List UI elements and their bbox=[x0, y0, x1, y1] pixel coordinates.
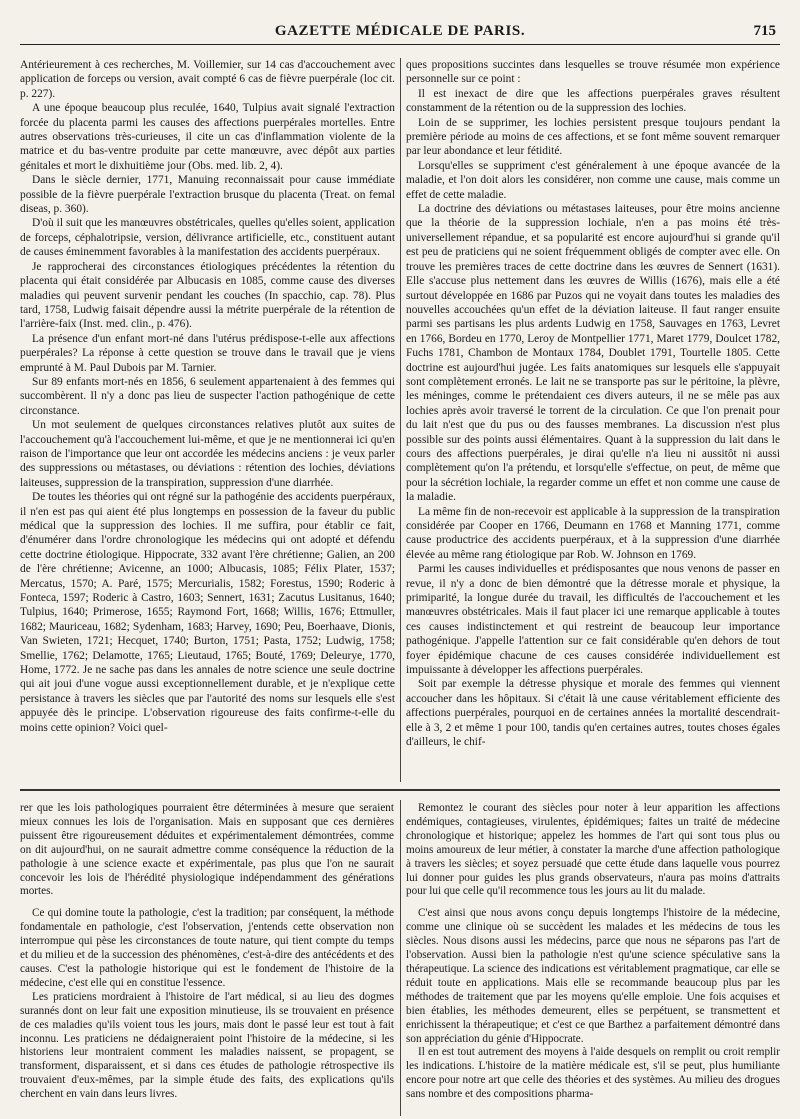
journal-title: GAZETTE MÉDICALE DE PARIS. bbox=[274, 23, 526, 39]
paragraph: Parmi les causes individuelles et prédisposantes que nous venons de passer en revue, il n'y a donc de bien démontré que la détresse morale et physique, la primiparité, la longue durée du travail, les difficultés de l'accouchement et les manœuvres obstétricales. Mais il faut placer ici une remarque applicable à toutes ces causes indistinctement et qui restreint de beaucoup leur importance pathogénique. J'appelle l'attention sur ce fait considérable qu'en dehors de tout foyer épidémique chacune de ces causes considérée individuellement est impuissante à développer les affections puerpérales. bbox=[406, 563, 780, 677]
paragraph: De toutes les théories qui ont régné sur la pathogénie des accidents puerpéraux, il n'en est pas qui aient été plus longtemps en possession de la faveur du public médical que la suppression des lochies. Il me suffira, pour établir ce fait, d'énumérer dans l'ordre chronologique les médecins qui ont adopté et défendu cette doctrine étiologique. Hippocrate, 332 avant l'ère chrétienne; Galien, an 200 de l'ère chrétienne; Avicenne, an 1000; Albucasis, 1085; Félix Plater, 1537; Mercatus, 1570; A. Paré, 1575; Mercurialis, 1582; Forestus, 1590; Roderic à Fonteca, 1597; Roderic à Castro, 1603; Sennert, 1631; Zacutus Lusitanus, 1640; Tulpius, 1640; Primerose, 1655; Raymond Fort, 1668; Willis, 1676; Ettmuller, 1682; Mauriceau, 1682; Sydenham, 1683; Harvey, 1690; Peu, Boerhaave, Dionis, Van Swieten, 1721; Hecquet, 1740; Burton, 1751; Pasta, 1752; Ludwig, 1758; Smellie, 1762; Delamotte, 1765; Lieutaud, 1765; Bouté, 1769; Deleurye, 1770, Home, 1772. Je ne sache pas dans les annales de notre science une seule doctrine qui ait joui d'une vogue aussi exceptionnellement durable, et je n'explique cette persistance à travers les siècles que par l'autorité des noms sur lesquels elle s'est appuyée dès le principe. L'observation rigoureuse des faits confirme-t-elle du moins cette opinion? Voici quel- bbox=[20, 491, 395, 734]
paragraph: La présence d'un enfant mort-né dans l'utérus prédispose-t-elle aux affections puerpérales? La réponse à cette question se trouve dans le travail que je viens emprunté à M. Paul Dubois par M. Tarnier. bbox=[20, 332, 395, 374]
page-header bbox=[20, 22, 780, 45]
top-right-column bbox=[406, 58, 780, 784]
paragraph: Soit par exemple la détresse physique et morale des femmes qui viennent accoucher dans les hôpitaux. Si c'était là une cause véritablement efficiente des affections puerpérales, pourquoi en de certaines années la mortalité descendrait-elle à 3, 2 et même 1 pour 100, tandis qu'en certaines autres, toutes choses égales d'ailleurs, le chif- bbox=[406, 678, 780, 749]
paragraph: Remontez le courant des siècles pour noter à leur apparition les affections endémiques, contagieuses, virulentes, épidémiques; faites un traité de médecine chronologique et historique; appelez les hommes de l'art qui sont tous plus ou moins amoureux de leur métier, à constater la marche d'une affection pathologique à travers les siècles; et soyez persuadé que cette étude dans laquelle vous pourrez lui donner pour guides les plus grands observateurs, n'aura pas moins d'attraits pour lui que celle qu'il recommence tous les jours au lit du malade. bbox=[406, 802, 780, 898]
bottom-left-column bbox=[20, 802, 394, 1116]
paragraph: Antérieurement à ces recherches, M. Voillemier, sur 14 cas d'accouchement avec application de forceps ou version, avait compté 6 cas de fièvre puerpérale (loc cit. p. 227). bbox=[20, 59, 395, 100]
paragraph: Ce qui domine toute la pathologie, c'est la tradition; par conséquent, la méthode fondamentale en pathologie, c'est l'observation, j'entends cette observation non interrompue qui pèse les circonstances de toute nature, qui tient compte du temps et du milieu et de la succession des phénomènes, c'est-à-dire des antécédents et des causes. C'est la pathologie historique qui est le fondement de l'histoire de la médecine, c'est elle qui en constitue l'essence. bbox=[20, 907, 394, 989]
paragraph: Il en est tout autrement des moyens à l'aide desquels on remplit ou croit remplir les indications. L'histoire de la matière médicale est, s'il se peut, plus humiliante encore pour notre art que celle des théories et des systèmes. Au milieu des drogues sans nombre et des compositions pharma- bbox=[406, 1046, 780, 1101]
page-number: 715 bbox=[753, 23, 776, 39]
bottom-right-column bbox=[406, 802, 780, 1116]
paragraph: La même fin de non-recevoir est applicable à la suppression de la transpiration considérée par Cooper en 1766, Deumann en 1768 et Manning 1771, comme cause productrice des accidents puerpéraux, et à la suppression d'une diarrhée élevée au même rang étiologique par Rob. W. Johnson en 1769. bbox=[406, 505, 780, 561]
column-divider bbox=[400, 800, 401, 1116]
paragraph: Il est inexact de dire que les affections puerpérales graves résultent constamment de la rétention ou de la suppression des lochies. bbox=[406, 87, 780, 115]
column-divider bbox=[400, 58, 401, 782]
top-left-column bbox=[20, 58, 395, 784]
paragraph: Les praticiens mordraient à l'histoire de l'art médical, si au lieu des dogmes surannés dont on leur fait une exposition minutieuse, ils se trouvaient en présence de ces maladies qu'ils voient tous les jours, mais dont le passé leur est tout à fait inconnu. Les praticiens ne dédaigneraient point l'histoire de la médecine, si les historiens leur montraient comment les maladies naissent, se propagent, se transforment, disparaissent, et si dans ces études de pathologie rétrospective ils trouvaient d'eux-mêmes, par la simple étude des faits, des explications qu'ils cherchent en vain dans leurs livres. bbox=[20, 990, 394, 1101]
paragraph: Un mot seulement de quelques circonstances relatives plutôt aux suites de l'accouchement qu'à l'accouchement lui-même, et que je ne mentionnerai ici qu'en raison de l'importance que leur ont accordée les médecins anciens : je veux parler des suppressions ou métastases, ou déviations : rétention des lochies, déviations laiteuses, suppression de la transpiration, suppression d'une diarrhée. bbox=[20, 419, 395, 489]
paragraph: Sur 89 enfants mort-nés en 1856, 6 seulement appartenaient à des femmes qui succombèrent. Il n'y a donc pas lieu de suspecter l'action pathogénique de cette circonstance. bbox=[20, 375, 395, 417]
paragraph: Lorsqu'elles se suppriment c'est généralement à une époque avancée de la maladie, et l'on doit alors les considérer, non comme une cause, mais comme un effet de cette maladie. bbox=[406, 159, 780, 201]
paragraph: Je rapprocherai des circonstances étiologiques précédentes la rétention du placenta qui était considérée par Albucasis en 1085, comme cause des diverses maladies qui peuvent survenir pendant les couches (In spacchio, cap. 78). Plus tard, 1758, Ludwig faisait dépendre aussi la métrite puerpérale de la rétention de l'arrière-faix (Inst. med. clin., p. 476). bbox=[20, 260, 395, 331]
section-divider bbox=[20, 789, 780, 791]
paragraph: ques propositions succintes dans lesquelles se trouve résumée mon expérience personnelle sur ce point : bbox=[406, 59, 780, 86]
paragraph: Dans le siècle dernier, 1771, Manuing reconnaissait pour cause immédiate possible de la fièvre puerpérale l'extraction brusque du placenta (Treat. on femal diseas, p. 360). bbox=[20, 174, 395, 216]
paragraph: La doctrine des déviations ou métastases laiteuses, pour être moins ancienne que la théorie de la suppression lochiale, n'en a pas moins été très-universellement répandue, et sa popularité est encore aujourd'hui si grande qu'il est peu de praticiens qui ne soient fréquemment obligés de compter avec elle. On trouve les premières traces de cette doctrine dans les œuvres de Sennert (1631). Elle s'accuse plus nettement dans les œuvres de Willis (1676), mais elle a été surtout développée en 1686 par Puzos qui ne voyait dans toutes les maladies des nouvelles accouchées qu'un effet de la déviation laiteuse. Il faut ranger ensuite parmi ses partisans les plus ardents Ludwig en 1758, Sauvages en 1763, Levret en 1766, Bordeu en 1770, Leroy de Montpellier 1771, Maret 1779, Doulcet 1782, Fuchs 1781, Chambon de Montaux 1784, Doublet 1791, Tourtelle 1805. Cette doctrine est aujourd'hui jugée. Les faits anatomiques sur lesquels elle s'appuyait sont complètement erronés. Le lait ne se transporte pas sur le péritoine, la plèvre, les méninges, comme le prétendaient ces divers auteurs, il ne se mêle pas aux lochies après avoir traversé le torrent de la circulation. Ce que l'on prenait pour du lait n'est que du pus ou des fausses membranes. La discussion n'est plus possible sur des points aussi élémentaires. Quant à la suppression du lait dans le cours des affections puerpérales, je dirai qu'elle n'a lieu ni aussitôt ni aussi complètement qu'on l'a prétendu, et lorsqu'elle s'effectue, on peut, de même que pour la sécrétion lochiale, la regarder comme un effet et non comme une cause de la maladie. bbox=[406, 203, 780, 504]
paragraph: rer que les lois pathologiques pourraient être déterminées à mesure que seraient mieux connues les lois de l'organisation. Mais en supposant que ces dernières puissent être rigoureusement déduites et expérimentalement démontrées, comme on dit aujourd'hui, on ne saurait admettre comme conséquence la réduction de la pathologie à une science exacte et expérimentale, pas plus que l'on ne saurait concevoir les lois de l'hérédité physiologique indépendamment des générations mortes. bbox=[20, 802, 394, 898]
paragraph: A une époque beaucoup plus reculée, 1640, Tulpius avait signalé l'extraction forcée du placenta parmi les causes des affections puerpérales mortelles. Entre autres observations très-curieuses, il cite un cas d'inflammation violente de la matrice et du bas-ventre produite par cette manœuvre, avec dépôt aux parties génitales et mort le dixhuitième jour (Obs. med. lib. 2, 4). bbox=[20, 102, 395, 172]
paragraph: D'où il suit que les manœuvres obstétricales, quelles qu'elles soient, application de forceps, céphalotripsie, version, délivrance artificielle, etc., constituent autant de causes éminemment favorables à la manifestation des accidents puerpéraux. bbox=[20, 217, 395, 259]
paragraph: C'est ainsi que nous avons conçu depuis longtemps l'histoire de la médecine, comme une clinique où se succèdent les malades et les médecins de tous les siècles. Nous disons aussi les médecins, parce que nous ne séparons pas l'art de l'observation. Aussi bien la pathologie n'est qu'une science spéculative sans la thérapeutique. La science des indications est véritablement pragmatique, car elle se réduit toute en applications. Mais elle se recommande beaucoup plus par les méthodes de traitement que par les moyens qu'elle emploie. Une fois acquises et bien établies, les méthodes demeurent, elles se perpétuent, se transmettent et enrichissent la thérapeutique; et c'est ce que Barthez a parfaitement démontré dans son appréciation du génie d'Hippocrate. bbox=[406, 907, 780, 1045]
paragraph: Loin de se supprimer, les lochies persistent presque toujours pendant la première période au moins de ces affections, et se font même souvent remarquer par leur abondance et leur fétidité. bbox=[406, 116, 780, 158]
